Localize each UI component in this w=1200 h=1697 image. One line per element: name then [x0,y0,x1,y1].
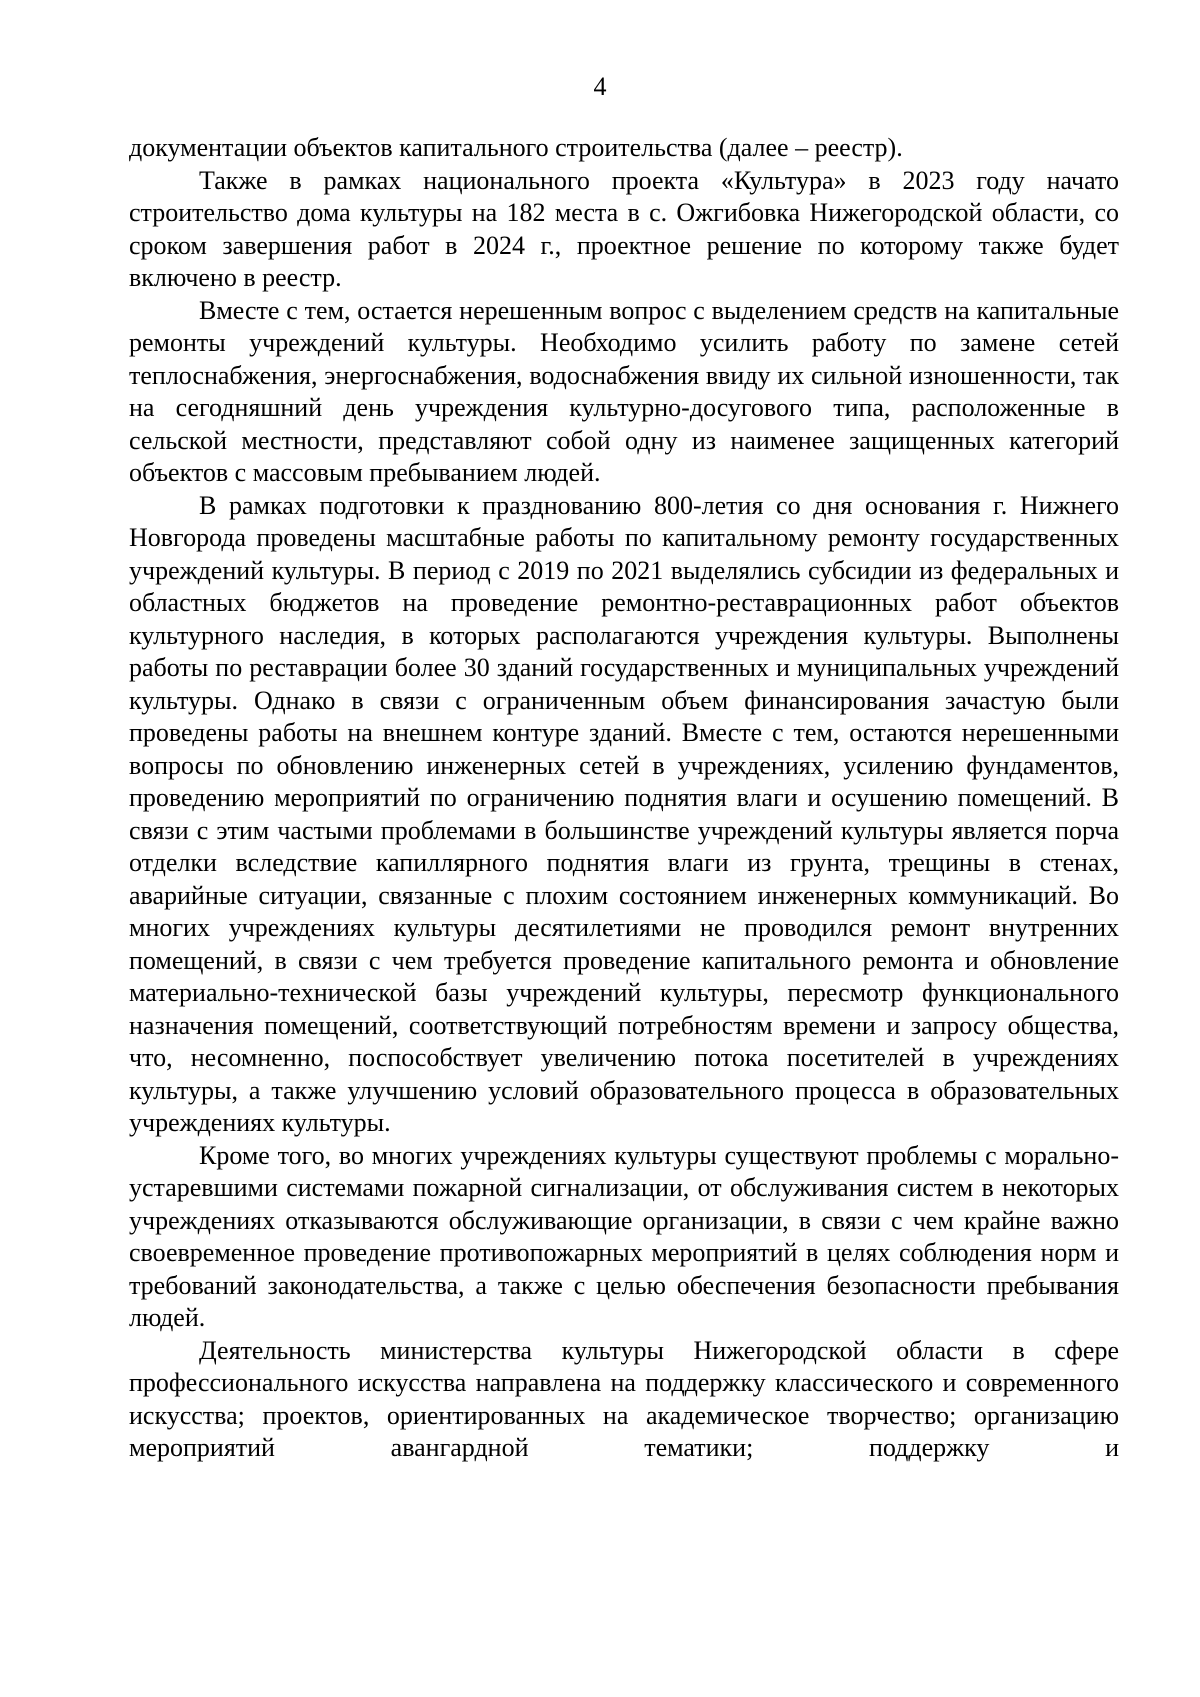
paragraph-fire-safety: Кроме того, во многих учреждениях культуры существуют проблемы с морально-устаревшими системами пожарной сигнализации, от обслуживания систем в некоторых учреждениях отказываются обслуживающие организации, в связи с чем крайне важно своевременное проведение противопожарных мероприятий в целях соблюдения норм и требований законодательства, а также с целью обеспечения безопасности пребывания людей. [129,1140,1119,1332]
paragraph-800-anniversary: В рамках подготовки к празднованию 800-летия со дня основания г. Нижнего Новгорода проведены масштабные работы по капитальному ремонту государственных учреждений культуры. В период с 2019 по 2021 выделялись субсидии из федеральных и областных бюджетов на проведение ремонтно-реставрационных работ объектов культурного наследия, в которых располагаются учреждения культуры. Выполнены работы по реставрации более 30 зданий государственных и муниципальных учреждений культуры. Однако в связи с ограниченным объем финансирования зачастую были проведены работы на внешнем контуре зданий. Вместе с тем, остаются нерешенными вопросы по обновлению инженерных сетей в учреждениях, усилению фундаментов, проведению мероприятий по ограничению поднятия влаги и осушению помещений. В связи с этим частыми проблемами в большинстве учреждений культуры является порча отделки вследствие капиллярного поднятия влаги из грунта, трещины в стенах, аварийные ситуации, связанные с плохим состоянием инженерных коммуникаций. Во многих учреждениях культуры десятилетиями не проводился ремонт внутренних помещений, в связи с чем требуется проведение капитального ремонта и обновление материально-технической базы учреждений культуры, пересмотр функционального назначения помещений, соответствующий потребностям времени и запросу общества, что, несомненно, поспособствует увеличению потока посетителей в учреждениях культуры, а также улучшению условий образовательного процесса в образовательных учреждениях культуры. [129,490,1119,1137]
page-number: 4 [593,72,607,101]
paragraph-culture-project: Также в рамках национального проекта «Культура» в 2023 году начато строительство дома культуры на 182 места в с. Ожгибовка Нижегородской области, со сроком завершения работ в 2024 г., проектное решение по которому также будет включено в реестр. [129,165,1119,292]
document-body [129,132,1119,1465]
paragraph-professional-art: Деятельность министерства культуры Нижегородской области в сфере профессионального искусства направлена на поддержку классического и современного искусства; проектов, ориентированных на академическое творчество; организацию мероприятий авангардной тематики; поддержку и [129,1335,1119,1462]
paragraph-continuation: документации объектов капитального строительства (далее – реестр). [129,133,903,162]
paragraph-capital-repairs: Вместе с тем, остается нерешенным вопрос с выделением средств на капитальные ремонты учреждений культуры. Необходимо усилить работу по замене сетей теплоснабжения, энергоснабжения, водоснабжения ввиду их сильной изношенности, так на сегодняшний день учреждения культурно-досугового типа, расположенные в сельской местности, представляют собой одну из наименее защищенных категорий объектов с массовым пребыванием людей. [129,295,1119,487]
